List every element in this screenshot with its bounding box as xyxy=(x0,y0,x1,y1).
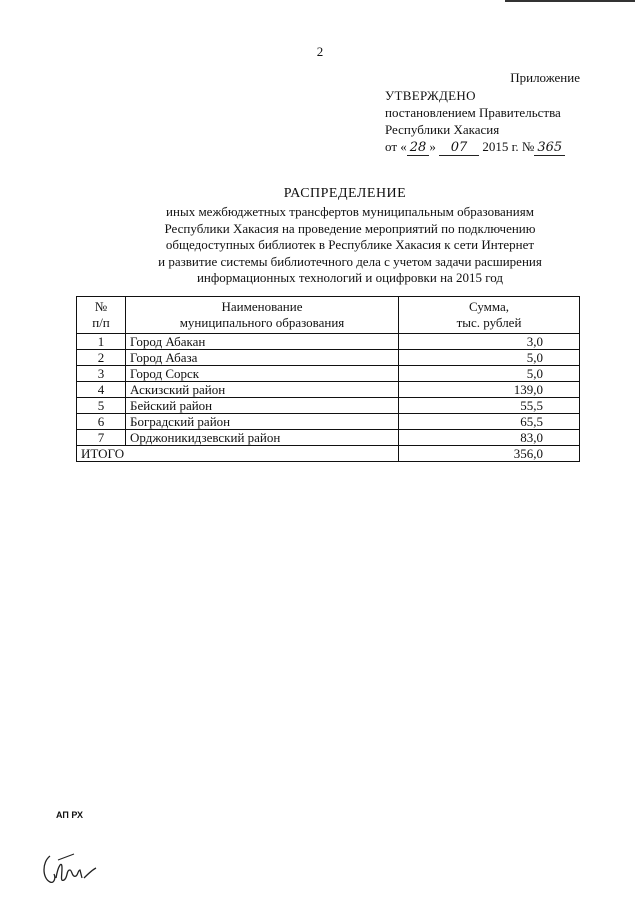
archive-stamp: АП РХ xyxy=(56,810,84,820)
approval-line-1: постановлением Правительства xyxy=(385,105,561,120)
document-subtitle xyxy=(120,204,580,287)
header-name-line2: муниципального образования xyxy=(179,315,345,330)
row-num: 1 xyxy=(77,334,126,350)
header-sum xyxy=(399,297,580,334)
decree-number: 365 xyxy=(534,141,565,156)
header-num-line1: № xyxy=(94,299,108,314)
row-name: Орджоникидзевский район xyxy=(126,430,399,446)
total-row xyxy=(77,446,580,462)
row-name: Город Абакан xyxy=(126,334,399,350)
total-label: ИТОГО xyxy=(77,446,399,462)
row-sum: 3,0 xyxy=(399,334,580,350)
row-name: Город Сорск xyxy=(126,366,399,382)
subtitle-line: иных межбюджетных трансфертов муниципальным образованиям xyxy=(166,204,534,219)
date-year: 2015 г. № xyxy=(482,139,535,154)
row-sum: 65,5 xyxy=(399,414,580,430)
row-num: 6 xyxy=(77,414,126,430)
row-name: Боградский район xyxy=(126,414,399,430)
table-row xyxy=(77,334,580,350)
header-num-line2: п/п xyxy=(92,315,110,330)
table-row xyxy=(77,350,580,366)
row-name: Аскизский район xyxy=(126,382,399,398)
signature-mark xyxy=(40,848,100,888)
table-row xyxy=(77,414,580,430)
header-sum-line1: Сумма, xyxy=(468,299,510,314)
date-day: 28 xyxy=(407,141,430,156)
total-sum: 356,0 xyxy=(399,446,580,462)
subtitle-line: и развитие системы библиотечного дела с учетом задачи расширения xyxy=(158,253,542,269)
top-corner-line xyxy=(505,0,635,2)
approval-block xyxy=(385,87,565,156)
row-num: 4 xyxy=(77,382,126,398)
document-title: РАСПРЕДЕЛЕНИЕ xyxy=(283,186,407,201)
subtitle-line: информационных технологий и оцифровки на 2015 год xyxy=(196,270,504,285)
row-sum: 83,0 xyxy=(399,430,580,446)
row-sum: 5,0 xyxy=(399,350,580,366)
table-header-row xyxy=(77,297,580,334)
header-sum-line2: тыс. рублей xyxy=(456,315,522,330)
subtitle-line: общедоступных библиотек в Республике Хакасия к сети Интернет xyxy=(165,237,535,252)
date-prefix: от « xyxy=(385,139,407,154)
header-name-line1: Наименование xyxy=(221,299,303,314)
header-num xyxy=(77,297,126,334)
row-name: Бейский район xyxy=(126,398,399,414)
row-sum: 5,0 xyxy=(399,366,580,382)
distribution-table xyxy=(76,296,580,462)
table-row xyxy=(77,430,580,446)
row-sum: 55,5 xyxy=(399,398,580,414)
approved-label: УТВЕРЖДЕНО xyxy=(385,88,476,103)
row-name: Город Абаза xyxy=(126,350,399,366)
date-sep: » xyxy=(429,139,436,154)
row-num: 2 xyxy=(77,350,126,366)
row-num: 3 xyxy=(77,366,126,382)
row-num: 7 xyxy=(77,430,126,446)
attachment-label: Приложение xyxy=(510,70,580,85)
approval-line-2: Республики Хакасия xyxy=(385,122,500,137)
row-num: 5 xyxy=(77,398,126,414)
header-name xyxy=(126,297,399,334)
table-row xyxy=(77,398,580,414)
subtitle-line: Республики Хакасия на проведение мероприятий по подключению xyxy=(164,220,536,236)
page-number: 2 xyxy=(316,44,324,59)
row-sum: 139,0 xyxy=(399,382,580,398)
table-row xyxy=(77,382,580,398)
approval-date-line xyxy=(385,138,565,156)
table-row xyxy=(77,366,580,382)
date-month: 07 xyxy=(439,141,479,156)
